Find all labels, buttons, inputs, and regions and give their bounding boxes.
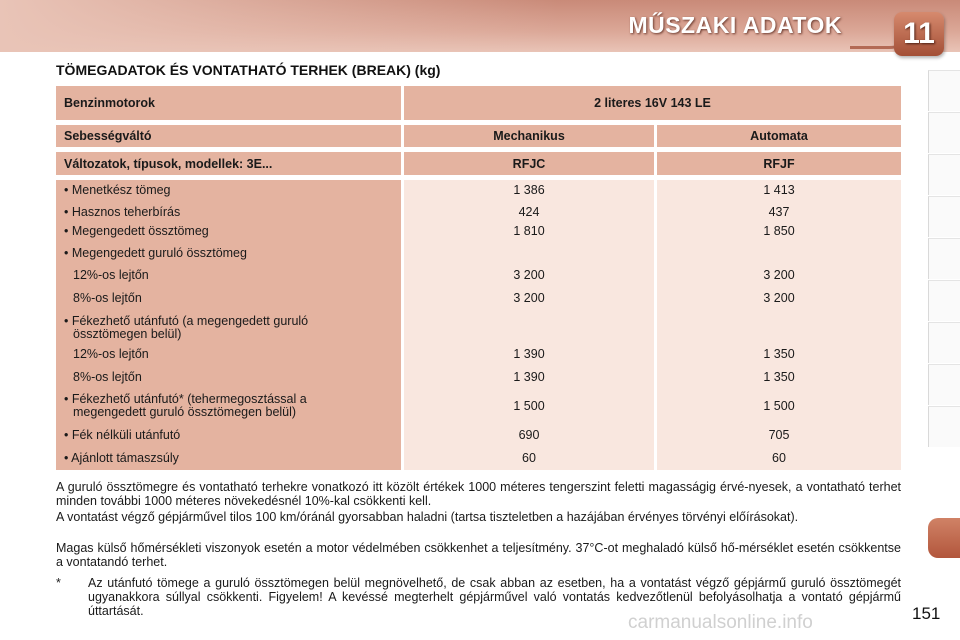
row-label: • Megengedett össztömeg [64, 224, 209, 238]
row-value-mechanical: 3 200 [513, 291, 545, 305]
chapter-tab-active[interactable] [928, 518, 960, 558]
chapter-tab[interactable] [928, 196, 960, 237]
table-header-variants [56, 152, 901, 175]
row-label: • Fék nélküli utánfutó [64, 428, 181, 442]
chapter-tab[interactable] [928, 280, 960, 321]
row-value-mechanical: 1 390 [513, 347, 545, 361]
table-header-engine [56, 86, 901, 120]
row-value-automatic: 1 413 [763, 183, 795, 197]
chapter-tab[interactable] [928, 406, 960, 447]
row-value-mechanical: 1 386 [513, 183, 545, 197]
chapter-title: MŰSZAKI ADATOK [628, 12, 842, 38]
row-label: • Fékezhető utánfutó* (tehermegosztással a [64, 392, 307, 406]
row-value-automatic: 437 [768, 205, 790, 219]
header-fade [0, 0, 560, 52]
footnote-marker: * [56, 576, 61, 590]
section-title: TÖMEGADATOK ÉS VONTATHATÓ TERHEK (BREAK) (kg) [56, 62, 441, 78]
chapter-tab[interactable] [928, 322, 960, 363]
chapter-tab[interactable] [928, 112, 960, 153]
paragraph-temperature: Magas külső hőmérsékleti viszonyok esetén a motor védelmében csökkenhet a teljesítmény. 37°C-ot meghaladó külső hő-mérséklet esetén csökkentse a vontatandó terhet. [56, 541, 901, 569]
chapter-tab[interactable] [928, 70, 960, 111]
row-value-automatic: 60 [772, 451, 786, 465]
chapter-tab[interactable] [928, 238, 960, 279]
row-label-continued: megengedett guruló össztömegen belül) [73, 405, 297, 419]
gearbox-label: Sebességváltó [56, 125, 401, 147]
row-label: 12%-os lejtőn [73, 347, 149, 361]
row-label: • Fékezhető utánfutó (a megengedett guruló [64, 314, 309, 328]
row-value-mechanical: 424 [518, 205, 540, 219]
table-header-gearbox [56, 125, 901, 147]
weights-table-body [56, 180, 901, 470]
chapter-tab[interactable] [928, 154, 960, 195]
row-value-mechanical: 60 [522, 451, 536, 465]
gearbox-automatic: Automata [657, 125, 901, 147]
row-value-automatic: 1 500 [763, 399, 795, 413]
row-value-automatic: 1 350 [763, 347, 795, 361]
row-label: 8%-os lejtőn [73, 370, 142, 384]
row-label: • Megengedett guruló össztömeg [64, 246, 247, 260]
row-value-automatic: 3 200 [763, 291, 795, 305]
row-value-automatic: 1 850 [763, 224, 795, 238]
row-value-automatic: 3 200 [763, 268, 795, 282]
paragraph-speed-limit: A vontatást végző gépjárművel tilos 100 km/óránál gyorsabban haladni (tartsa tiszteletben a hazájában érvényes törvényi előírásokat). [56, 510, 799, 524]
chapter-tabs [928, 70, 960, 540]
row-value-mechanical: 3 200 [513, 268, 545, 282]
watermark: carmanualsonline.info [628, 612, 813, 633]
chapter-number-badge: 11 [894, 12, 944, 56]
variant-mechanical: RFJC [404, 152, 654, 175]
row-value-automatic: 705 [768, 428, 790, 442]
footnote-text: Az utánfutó tömege a guruló össztömegen belül megnövelhető, de csak abban az esetben, ha a vontatást végző gépjármű guruló össztömegét ugyanakkora súllyal csökkenti. Figyelem! A kevéssé megterhelt gépjárművel való vontatás kedvezőtlenül befolyásolhatja a vontató gépjármű úttartását. [88, 576, 901, 618]
variant-automatic: RFJF [657, 152, 901, 175]
row-label: 12%-os lejtőn [73, 268, 149, 282]
paragraph-altitude: A guruló össztömegre és vontatható terhekre vonatkozó itt közölt értékek 1000 méteres tengerszint feletti magasságig érvé-nyesek, a vontatható terhet minden további 1000 méteres növekedésnél 10%-kal csökkenti kell. [56, 480, 901, 508]
row-label: • Hasznos teherbírás [64, 205, 181, 219]
row-value-mechanical: 1 500 [513, 399, 545, 413]
row-value-mechanical: 690 [518, 428, 540, 442]
page-number: 151 [912, 604, 941, 623]
row-label: 8%-os lejtőn [73, 291, 142, 305]
row-label-continued: össztömegen belül) [73, 327, 182, 341]
row-value-automatic: 1 350 [763, 370, 795, 384]
engine-label: Benzinmotorok [56, 86, 401, 120]
row-label: • Menetkész tömeg [64, 183, 171, 197]
gearbox-mechanical: Mechanikus [404, 125, 654, 147]
engine-value: 2 literes 16V 143 LE [404, 86, 901, 120]
variants-label: Változatok, típusok, modellek: 3E... [56, 152, 401, 175]
row-label: • Ajánlott támaszsúly [64, 451, 179, 465]
row-value-mechanical: 1 810 [513, 224, 545, 238]
chapter-tab[interactable] [928, 364, 960, 405]
row-value-mechanical: 1 390 [513, 370, 545, 384]
